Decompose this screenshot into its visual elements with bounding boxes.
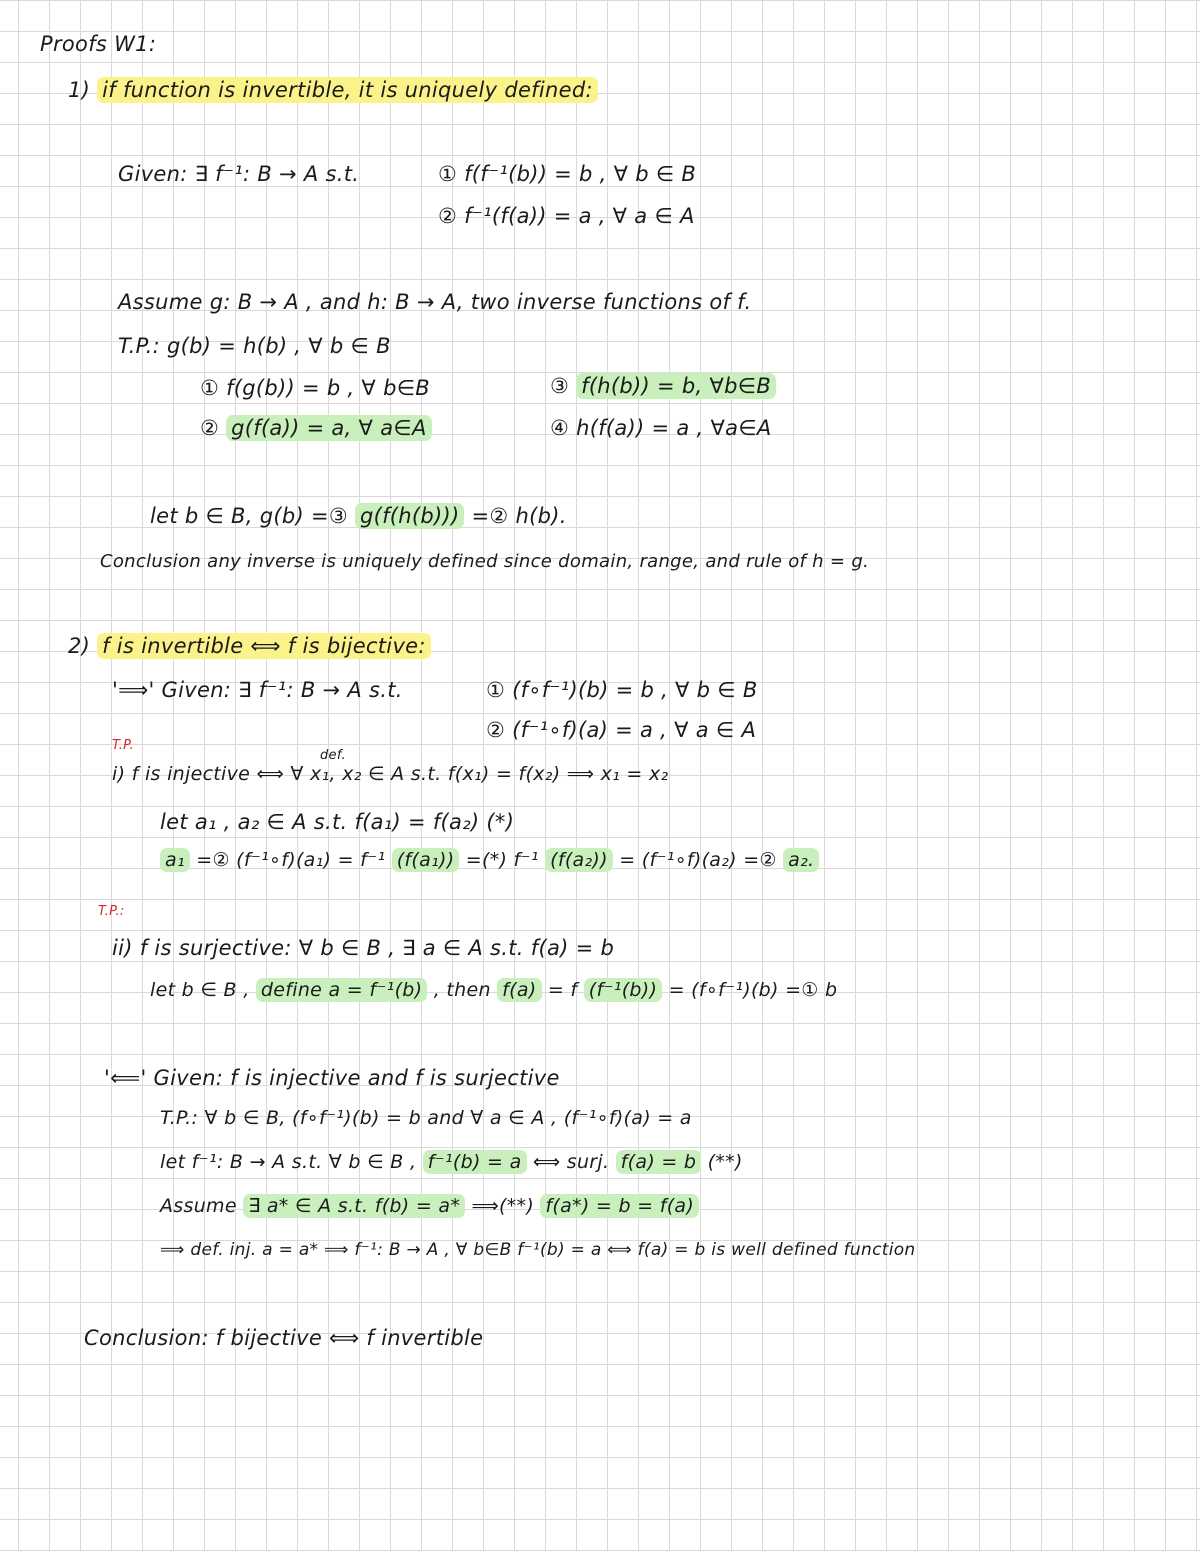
injective-chain-a2: a₂. — [783, 848, 819, 872]
given-function: ∃ f⁻¹: B → A s.t. — [194, 162, 360, 186]
g-property-2-text: g(f(a)) = a, ∀ a∈A — [226, 415, 432, 441]
h-property-3-text: f(h(b)) = b, ∀b∈B — [576, 373, 776, 399]
to-prove-label-1: T.P. — [112, 738, 134, 753]
surjective-let: let b ∈ B , — [150, 979, 250, 1001]
backward-label: '⟸' — [104, 1066, 147, 1090]
forward-condition-2: ② (f⁻¹∘f)(a) = a , ∀ a ∈ A — [486, 718, 757, 742]
backward-fa: f(a) = b — [616, 1150, 702, 1174]
section2-conclusion: Conclusion: f bijective ⟺ f invertible — [84, 1326, 484, 1350]
chain-end: h(b). — [515, 504, 567, 528]
surjective-end: = (f∘f⁻¹)(b) =① b — [668, 979, 838, 1001]
chain-middle: g(f(h(b))) — [355, 503, 465, 529]
surjective-define: define a = f⁻¹(b) — [256, 978, 427, 1002]
backward-fastar: f(a*) = b = f(a) — [540, 1194, 699, 1218]
backward-given-text: Given: f is injective and f is surjective — [153, 1066, 560, 1090]
injective-let: let a₁ , a₂ ∈ A s.t. f(a₁) = f(a₂) (*) — [160, 810, 515, 834]
backward-star: (**) — [707, 1151, 743, 1173]
section1-conclusion: Conclusion any inverse is uniquely defined since domain, range, and rule of h = g. — [100, 551, 870, 572]
surjective-proof — [150, 976, 837, 1004]
section2-heading — [68, 632, 431, 660]
given-condition-2: ② f⁻¹(f(a)) = a , ∀ a ∈ A — [438, 204, 695, 228]
backward-surj: ⟺ surj. — [532, 1151, 610, 1173]
definition-annotation: def. — [320, 748, 346, 763]
to-prove-label-2: T.P.: — [98, 904, 125, 919]
chain-start: let b ∈ B, g(b) — [150, 504, 304, 528]
injective-chain-fa1: (f(a₁)) — [392, 848, 460, 872]
backward-assume — [160, 1192, 699, 1220]
backward-let — [160, 1148, 743, 1176]
injective-chain-a1: a₁ — [160, 848, 190, 872]
injective-chain-step-3: = (f⁻¹∘f)(a₂) =② — [619, 849, 777, 871]
injective-chain-fa2: (f(a₂)) — [545, 848, 613, 872]
surjective-then: , then — [433, 979, 491, 1001]
surjective-eq: = f — [547, 979, 578, 1001]
chain-step-1: =③ — [310, 504, 348, 528]
injective-definition: i) f is injective ⟺ ∀ x₁, x₂ ∈ A s.t. f(x₁) = f(x₂) ⟹ x₁ = x₂ — [112, 763, 669, 785]
chain-step-2: =② — [471, 504, 509, 528]
given-condition-1: ① f(f⁻¹(b)) = b , ∀ b ∈ B — [438, 162, 697, 186]
given-statement — [118, 160, 359, 188]
page-title: Proofs W1: — [40, 32, 157, 56]
forward-given — [112, 676, 403, 704]
backward-def: f⁻¹(b) = a — [423, 1150, 527, 1174]
injective-chain — [160, 846, 819, 874]
section1-heading — [68, 76, 598, 104]
backward-assume-label: Assume — [160, 1195, 237, 1217]
backward-given — [104, 1064, 560, 1092]
backward-implies: ⟹(**) — [471, 1195, 535, 1217]
backward-exists: ∃ a* ∈ A s.t. f(b) = a* — [243, 1194, 465, 1218]
given-label: Given: — [118, 162, 188, 186]
section2-number: 2) — [68, 634, 91, 658]
surjective-ffinv: (f⁻¹(b)) — [584, 978, 662, 1002]
forward-label: '⟹' — [112, 678, 155, 702]
uniqueness-chain — [150, 502, 567, 530]
backward-let-text: let f⁻¹: B → A s.t. ∀ b ∈ B , — [160, 1151, 417, 1173]
surjective-definition: ii) f is surjective: ∀ b ∈ B , ∃ a ∈ A s.t. f(a) = b — [112, 936, 615, 960]
g-property-2 — [200, 414, 432, 442]
backward-final: ⟹ def. inj. a = a* ⟹ f⁻¹: B → A , ∀ b∈B f⁻¹(b) = a ⟺ f(a) = b is well defined function — [160, 1240, 916, 1260]
assumption-line: Assume g: B → A , and h: B → A, two inverse functions of f. — [118, 290, 752, 314]
h-property-3 — [550, 372, 776, 400]
injective-chain-step-2: =(*) f⁻¹ — [465, 849, 539, 871]
injective-chain-step-1: =② (f⁻¹∘f)(a₁) = f⁻¹ — [196, 849, 386, 871]
section2-title: f is invertible ⟺ f is bijective: — [97, 633, 431, 659]
backward-to-prove: T.P.: ∀ b ∈ B, (f∘f⁻¹)(b) = b and ∀ a ∈ A , (f⁻¹∘f)(a) = a — [160, 1107, 692, 1129]
h-property-4: ④ h(f(a)) = a , ∀a∈A — [550, 416, 772, 440]
forward-given-text: Given: ∃ f⁻¹: B → A s.t. — [161, 678, 403, 702]
surjective-fa: f(a) — [497, 978, 541, 1002]
section1-number: 1) — [68, 78, 91, 102]
h-property-3-number: ③ — [550, 374, 570, 398]
g-property-2-number: ② — [200, 416, 220, 440]
forward-condition-1: ① (f∘f⁻¹)(b) = b , ∀ b ∈ B — [486, 678, 758, 702]
section1-title: if function is invertible, it is uniquely defined: — [97, 77, 598, 103]
to-prove-line: T.P.: g(b) = h(b) , ∀ b ∈ B — [118, 334, 391, 358]
g-property-1: ① f(g(b)) = b , ∀ b∈B — [200, 376, 430, 400]
